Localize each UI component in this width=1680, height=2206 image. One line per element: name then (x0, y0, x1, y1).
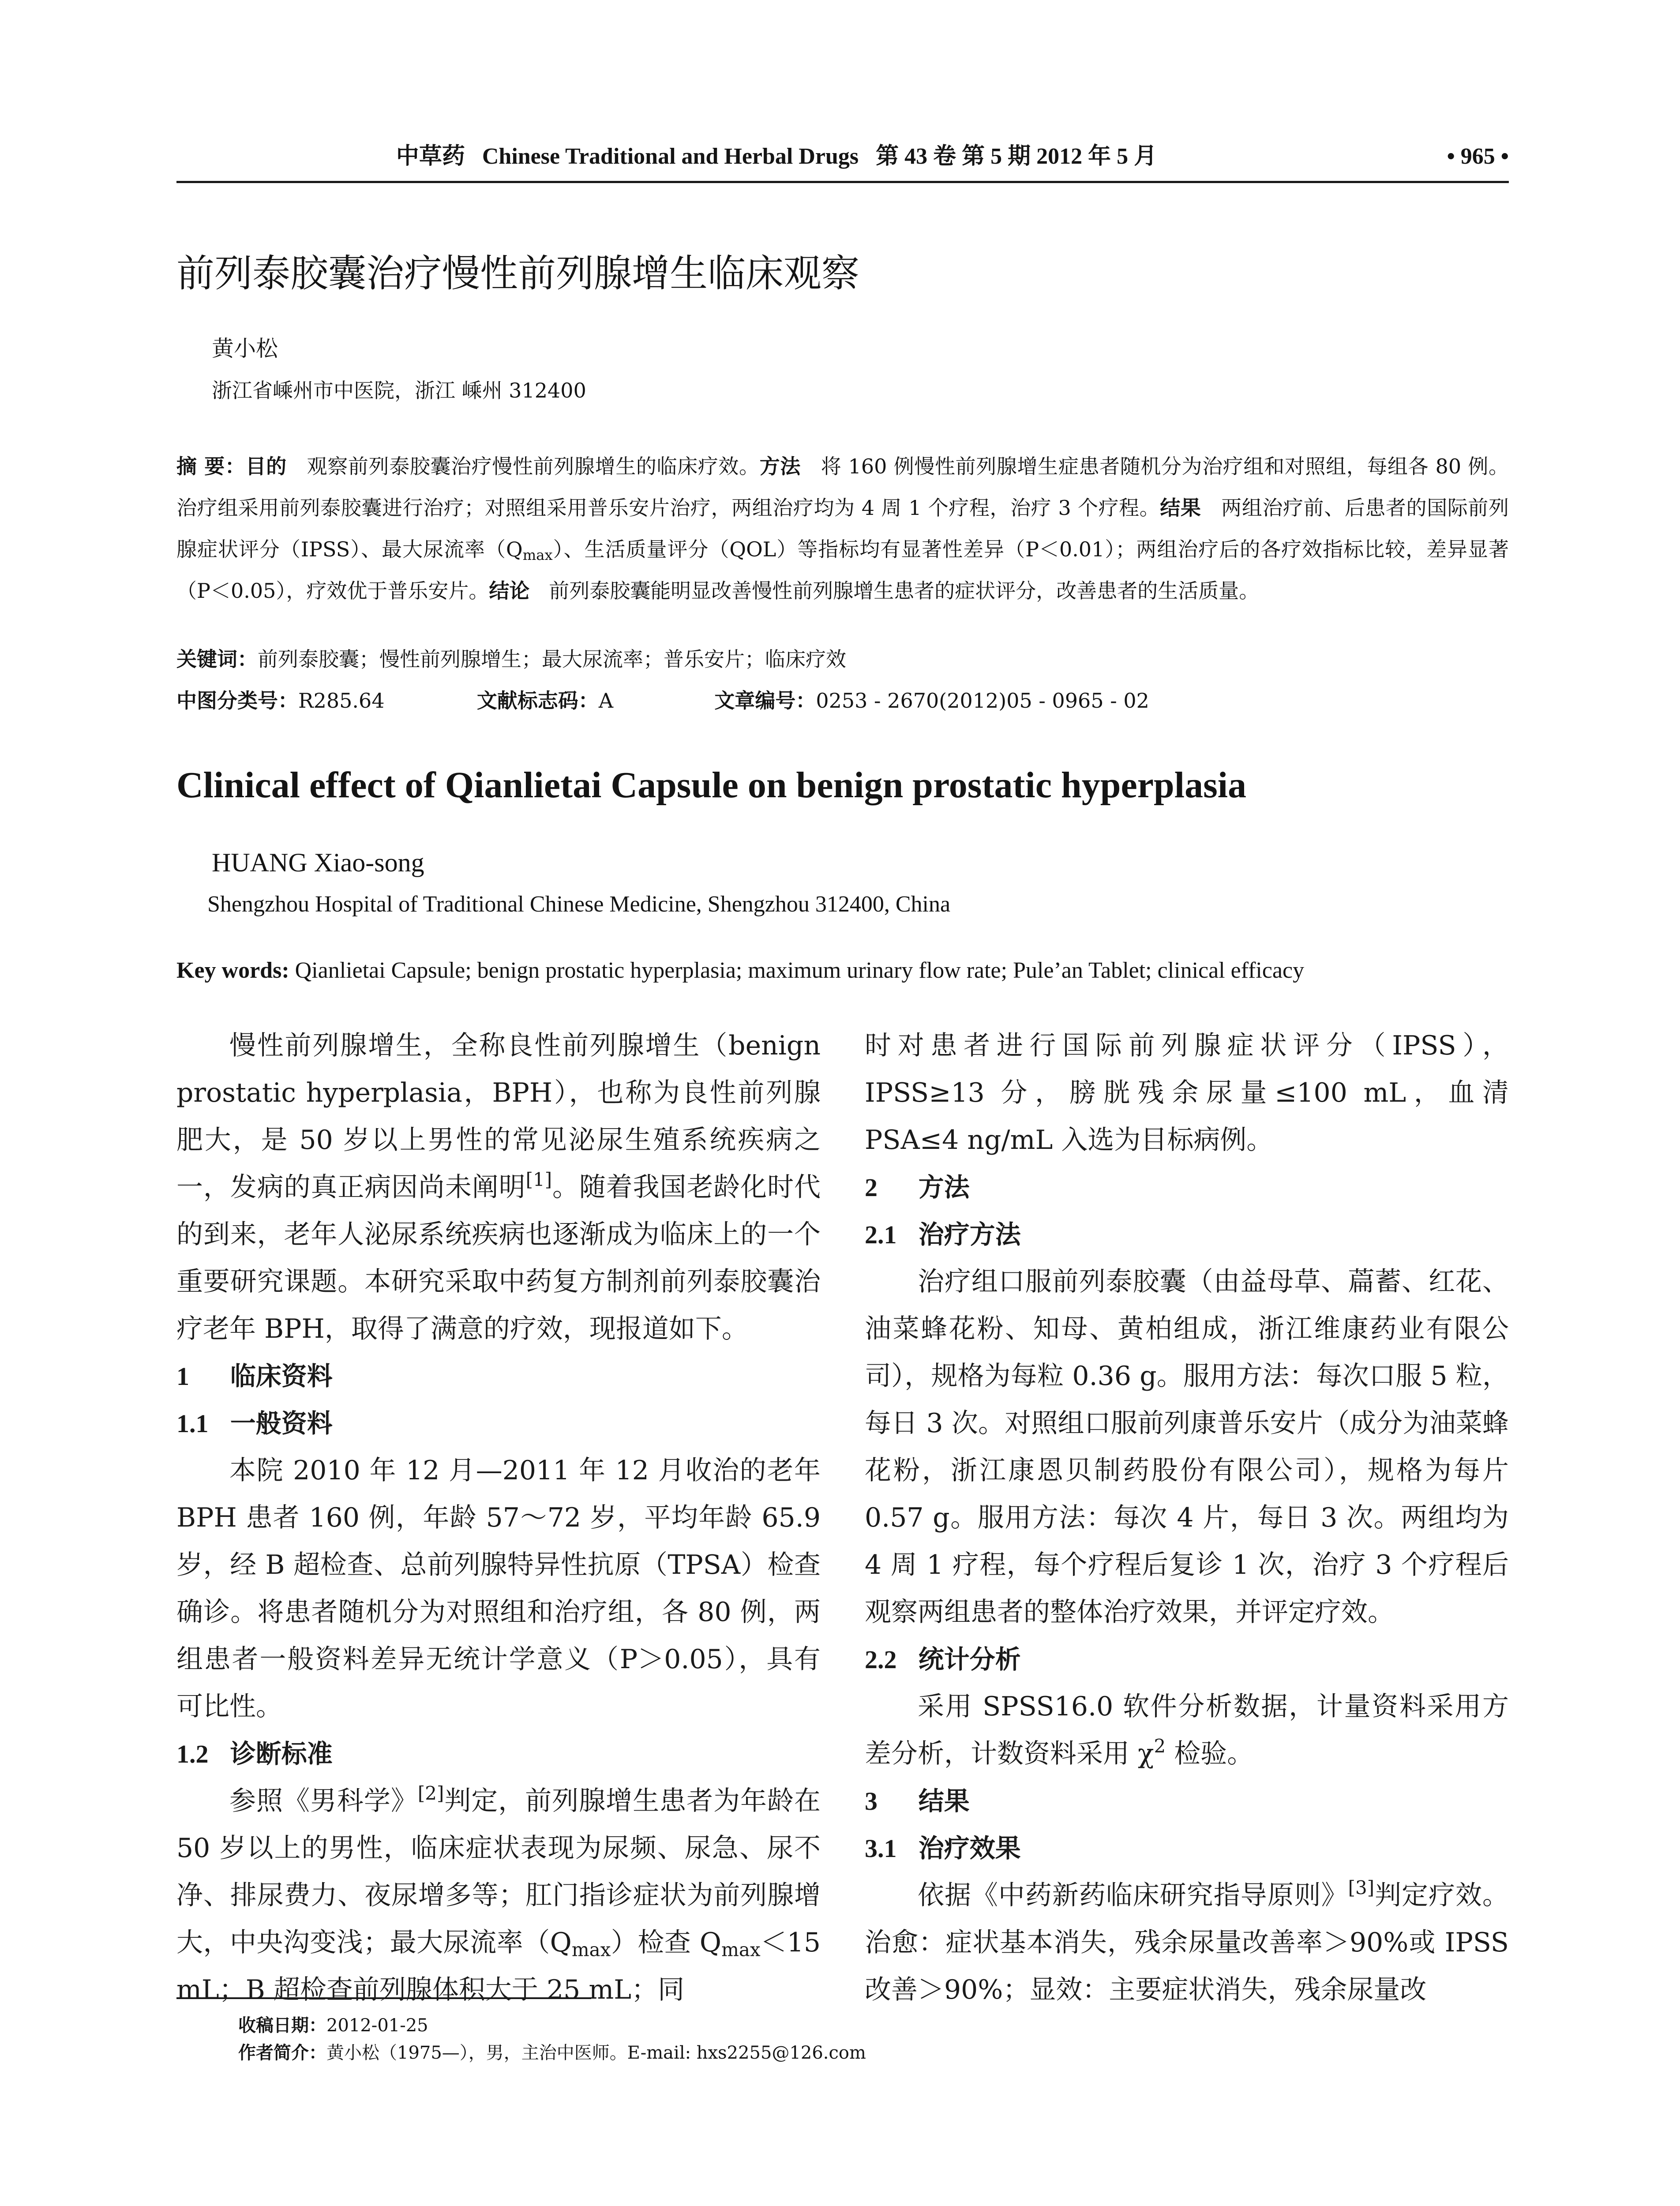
section-1-2-paragraph (176, 1778, 821, 2014)
section-1-2-title: 诊断标准 (230, 1739, 333, 1769)
conclusion-text: 前列泰胶囊能明显改善慢性前列腺增生患者的症状评分，改善患者的生活质量。 (549, 579, 1260, 603)
section-1-1-title: 一般资料 (230, 1408, 333, 1438)
author-bio-label: 作者简介： (238, 2043, 326, 2063)
citation-3: [3] (1348, 1876, 1375, 1898)
section-2-2-text-b: 检验。 (1166, 1738, 1254, 1769)
abstract-cn (176, 446, 1509, 612)
section-1-2-number: 1.2 (176, 1740, 209, 1768)
doc-code-label: 文献标志码： (476, 689, 599, 713)
abstract-label: 摘 要： (176, 454, 246, 478)
keywords-en-label: Key words: (176, 958, 289, 983)
body-column-right (865, 1022, 1509, 2014)
author-cn: 黄小松 (212, 336, 278, 361)
affiliation-en: Shengzhou Hospital of Traditional Chinese Medicine, Shengzhou 312400, China (207, 892, 951, 917)
keywords-en-text: Qianlietai Capsule; benign prostatic hyperplasia; maximum urinary flow rate; Pule’an Tablet; clinical efficacy (295, 958, 1305, 983)
section-2-heading (865, 1164, 1509, 1211)
citation-2: [2] (417, 1782, 444, 1804)
conclusion-label: 结论 (489, 579, 530, 603)
section-1-2-text-c: ）检查 Q (611, 1927, 722, 1958)
section-2-2-paragraph (865, 1683, 1509, 1778)
section-2-number: 2 (865, 1173, 878, 1202)
section-2-1-paragraph: 治疗组口服前列泰胶囊（由益母草、萹蓄、红花、油菜蜂花粉、知母、黄柏组成，浙江维康药业有限公司），规格为每粒 0.36 g。服用方法：每次口服 5 粒，每日 3 次。对照组口服前列康普乐安片（成分为油菜蜂花粉，浙江康恩贝制药股份有限公司），规格为每片 0.57 g。服用方法：每次 4 片，每日 3 次。两组均为 4 周 1 疗程，每个疗程后复诊 1 次，治疗 3 个疗程后观察两组患者的整体治疗效果，并评定疗效。 (865, 1266, 1509, 1628)
results-text-b: ）、生活质量评分（QOL）等指标均有显著性差异（P＜0.01）；两组治疗后的各疗效指标比较，差异显著（P＜0.05），疗效优于普乐安片。 (176, 537, 1509, 603)
section-3-1-text-a: 依据《中药新药临床研究指导原则》 (918, 1880, 1348, 1911)
running-header (176, 132, 1509, 181)
section-1-2-continued: 时对患者进行国际前列腺症状评分（IPSS），IPSS≥13 分，膀胱残余尿量≤100 mL，血清 PSA≤4 ng/mL 入选为目标病例。 (865, 1030, 1509, 1156)
intro-text-b: 。随着我国老龄化时代的到来，老年人泌尿系统疾病也逐渐成为临床上的一个重要研究课题。本研究采取中药复方制剂前列泰胶囊治疗老年 BPH，取得了满意的疗效，现报道如下。 (176, 1172, 821, 1344)
section-3-1-paragraph (865, 1872, 1509, 2014)
section-2-1-number: 2.1 (865, 1220, 897, 1249)
section-1-2-heading (176, 1730, 821, 1778)
article-title-en: Clinical effect of Qianlietai Capsule on benign prostatic hyperplasia (176, 765, 1247, 806)
section-2-1-title: 治疗方法 (918, 1219, 1021, 1249)
section-2-2-title: 统计分析 (918, 1644, 1021, 1674)
received-date (238, 2012, 428, 2039)
methods-label: 方法 (759, 454, 801, 478)
section-2-2-text-a: 采用 SPSS16.0 软件分析数据，计量资料采用方差分析，计数资料采用 χ (865, 1691, 1509, 1769)
keywords-cn-label: 关键词： (176, 647, 258, 671)
clc-label: 中图分类号： (176, 689, 298, 713)
article-title-cn: 前列泰胶囊治疗慢性前列腺增生临床观察 (176, 251, 859, 296)
objective-text: 观察前列泰胶囊治疗慢性前列腺增生的临床疗效。 (307, 454, 760, 478)
page-number: • 965 • (1447, 144, 1509, 169)
section-3-1-number: 3.1 (865, 1834, 897, 1863)
journal-name-cn: 中草药 (396, 144, 465, 169)
body-column-left (176, 1022, 821, 2014)
author-bio (238, 2039, 866, 2067)
clc-value: R285.64 (298, 689, 385, 713)
section-1-1-number: 1.1 (176, 1409, 209, 1438)
qmax-subscript: max (571, 1939, 611, 1961)
keywords-en (176, 953, 1304, 988)
section-3-1-text-b: 判定疗效。治愈：症状基本消失，残余尿量改善率＞90%或 IPSS 改善＞90%；显效：主要症状消失，残余尿量改 (865, 1880, 1509, 2005)
journal-issue: 第 43 卷 第 5 期 2012 年 5 月 (876, 144, 1157, 169)
section-3-1-heading (865, 1825, 1509, 1872)
section-2-1-heading (865, 1211, 1509, 1258)
intro-paragraph (176, 1022, 821, 1353)
received-value: 2012-01-25 (326, 2015, 428, 2036)
section-1-2-text-d: ＜15 mL；B 超检查前列腺体积大于 25 mL；同 (176, 1927, 821, 2005)
section-1-heading (176, 1353, 821, 1400)
author-en: HUANG Xiao-song (212, 848, 424, 877)
section-1-number: 1 (176, 1362, 189, 1391)
section-3-1-title: 治疗效果 (918, 1833, 1021, 1863)
qmax-subscript-2: max (721, 1939, 761, 1961)
section-3-title: 结果 (918, 1786, 970, 1816)
section-1-1-heading (176, 1400, 821, 1447)
results-label: 结果 (1160, 496, 1201, 520)
doc-code-value: A (598, 689, 614, 713)
section-1-2-text-a: 参照《男科学》 (229, 1786, 418, 1816)
classification-line (176, 680, 1149, 721)
section-2-title: 方法 (918, 1172, 970, 1202)
journal-line (176, 132, 1376, 181)
objective-label: 目的 (245, 454, 287, 478)
section-2-2-heading (865, 1636, 1509, 1683)
section-2-2-number: 2.2 (865, 1645, 897, 1674)
results-subscript: max (522, 547, 553, 564)
received-label: 收稿日期： (238, 2015, 326, 2036)
chi-square-superscript: 2 (1154, 1735, 1166, 1757)
intro-text-a: 慢性前列腺增生，全称良性前列腺增生（benign prostatic hyperplasia，BPH），也称为良性前列腺肥大，是 50 岁以上男性的常见泌尿生殖系统疾病之一，发病的真正病因尚未阐明 (176, 1030, 821, 1203)
keywords-cn-text: 前列泰胶囊；慢性前列腺增生；最大尿流率；普乐安片；临床疗效 (258, 647, 846, 671)
results-text-a: 两组治疗前、后患者的国际前列腺症状评分（IPSS）、最大尿流率（Q (176, 496, 1509, 561)
affiliation-cn: 浙江省嵊州市中医院，浙江 嵊州 312400 (212, 379, 586, 402)
methods-text: 将 160 例慢性前列腺增生症患者随机分为治疗组和对照组，每组各 80 例。治疗组采用前列泰胶囊进行治疗；对照组采用普乐安片治疗，两组治疗均为 4 周 1 个疗程，治疗 3 个疗程。 (176, 454, 1509, 520)
section-1-2-text-b: 判定，前列腺增生患者为年龄在 50 岁以上的男性，临床症状表现为尿频、尿急、尿不净、排尿费力、夜尿增多等；肛门指诊症状为前列腺增大，中央沟变浅；最大尿流率（Q (176, 1786, 821, 1958)
footnote-rule (176, 1997, 591, 1999)
section-3-number: 3 (865, 1787, 878, 1816)
section-3-heading (865, 1778, 1509, 1825)
article-number-value: 0253 - 2670(2012)05 - 0965 - 02 (816, 689, 1149, 713)
citation-1: [1] (525, 1168, 552, 1190)
section-1-title: 临床资料 (230, 1361, 333, 1391)
author-bio-text: 黄小松（1975—），男，主治中医师。E-mail: hxs2255@126.com (326, 2043, 866, 2063)
section-1-1-paragraph: 本院 2010 年 12 月—2011 年 12 月收治的老年 BPH 患者 160 例，年龄 57～72 岁，平均年龄 65.9 岁，经 B 超检查、总前列腺特异性抗原（TPSA）检查确诊。将患者随机分为对照组和治疗组，各 80 例，两组患者一般资料差异无统计学意义（P＞0.05），具有可比性。 (176, 1455, 821, 1722)
article-number-label: 文章编号： (714, 689, 816, 713)
header-rule (176, 181, 1509, 183)
journal-name-en: Chinese Traditional and Herbal Drugs (482, 144, 859, 169)
keywords-cn (176, 638, 846, 680)
